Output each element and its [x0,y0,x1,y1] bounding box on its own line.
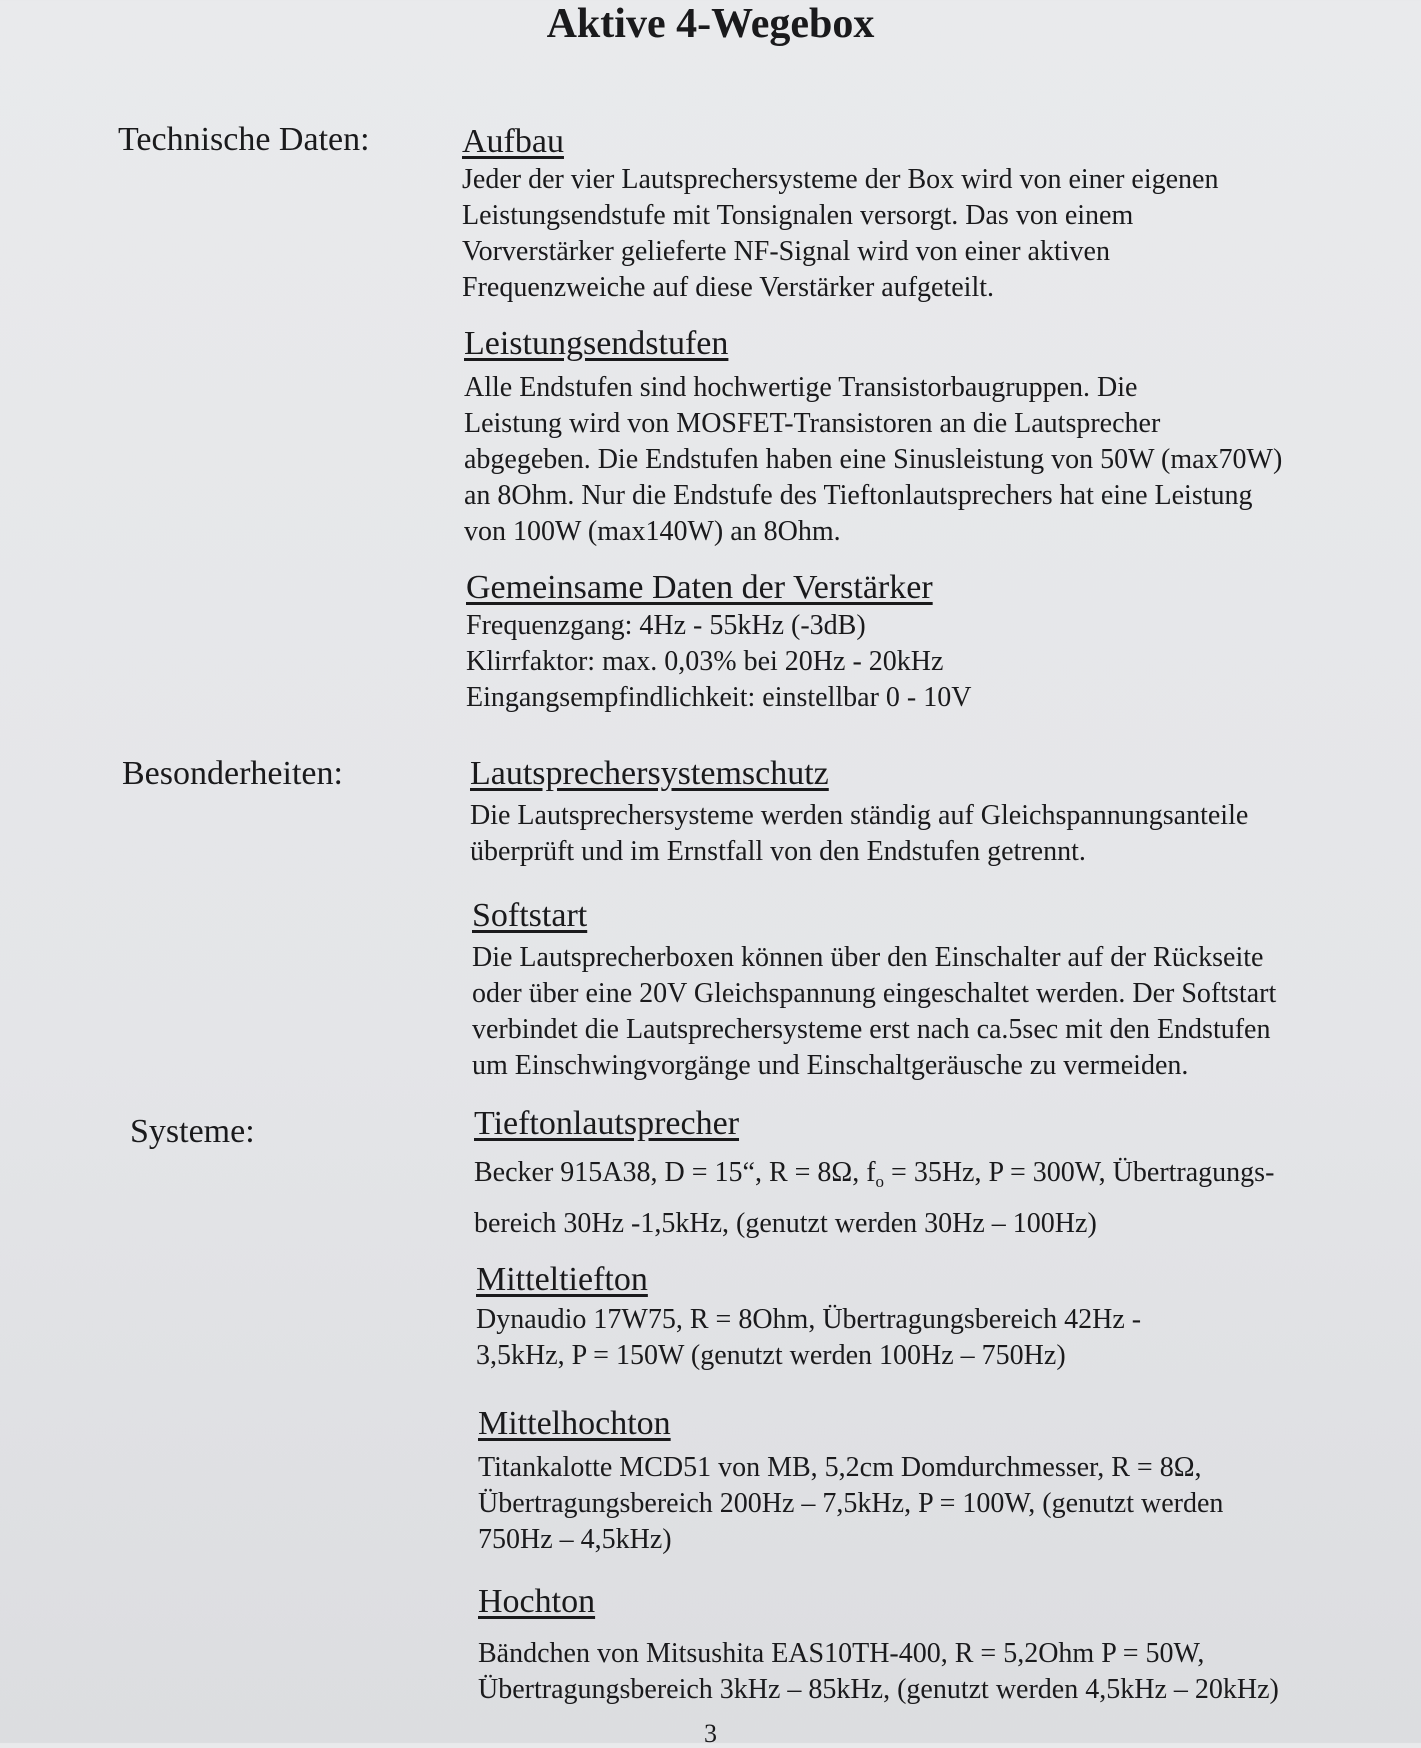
section-heading: Tieftonlautsprecher [474,1105,740,1142]
section-body [466,608,1421,716]
section-heading: Softstart [472,897,588,934]
section-softstart [472,896,1421,1084]
body-line: Übertragungsbereich 200Hz – 7,5kHz, P = 100W, (genutzt werden [478,1488,1224,1519]
section-mitteltiefton [476,1260,1421,1374]
body-line: Die Lautsprecherboxen können über den Einschalter auf der Rückseite [472,942,1264,973]
body-line: um Einschwingvorgänge und Einschaltgeräusche zu vermeiden. [472,1050,1189,1081]
section-aufbau [462,122,1421,306]
label-systeme: Systeme: [130,1113,255,1150]
section-heading: Gemeinsame Daten der Verstärker [466,569,933,606]
body-line: an 8Ohm. Nur die Endstufe des Tieftonlautsprechers hat eine Leistung [464,480,1253,511]
section-body [478,1636,1421,1708]
section-leistungsendstufen [464,324,1421,550]
page-number: 3 [704,1719,717,1748]
section-mittelhochton [478,1404,1421,1558]
section-body [462,162,1421,306]
body-line: Titankalotte MCD51 von MB, 5,2cm Domdurchmesser, R = 8Ω, [478,1452,1202,1483]
section-heading: Mitteltiefton [476,1261,648,1298]
section-body [478,1450,1421,1558]
body-line: Frequenzweiche auf diese Verstärker aufgeteilt. [462,272,995,303]
body-line: Alle Endstufen sind hochwertige Transistorbaugruppen. Die [464,372,1138,403]
body-line: Eingangsempfindlichkeit: einstellbar 0 - 10V [466,682,972,713]
body-line: verbindet die Lautsprechersysteme erst nach ca.5sec mit den Endstufen [472,1014,1271,1045]
body-line: Leistungsendstufe mit Tonsignalen versorgt. Das von einem [462,200,1134,231]
body-line: Dynaudio 17W75, R = 8Ohm, Übertragungsbereich 42Hz - [476,1304,1142,1335]
body-line: 3,5kHz, P = 150W (genutzt werden 100Hz – 750Hz) [476,1340,1066,1371]
body-line: 750Hz – 4,5kHz) [478,1524,672,1555]
body-line: Die Lautsprechersysteme werden ständig auf Gleichspannungsanteile [470,800,1249,831]
body-line: Klirrfaktor: max. 0,03% bei 20Hz - 20kHz [466,646,944,677]
section-body [476,1302,1421,1374]
body-text: = 35Hz, P = 300W, Übertragungs- [884,1157,1275,1188]
body-line: Leistung wird von MOSFET-Transistoren an die Lautsprecher [464,408,1161,439]
body-line: oder über eine 20V Gleichspannung eingeschaltet werden. Der Softstart [472,978,1277,1009]
section-body [474,1152,1421,1245]
section-body [464,370,1421,550]
label-besonderheiten: Besonderheiten: [122,755,343,792]
section-hochton [478,1582,1421,1708]
section-body [470,798,1421,870]
section-heading: Aufbau [462,123,564,160]
section-body [472,940,1421,1084]
subscript: o [875,1172,885,1191]
section-tiefton [474,1104,1421,1245]
body-text: Becker 915A38, D = 15“, R = 8Ω, f [474,1157,876,1188]
section-heading: Hochton [478,1583,596,1620]
page-title: Aktive 4-Wegebox [546,1,875,47]
section-systemschutz [470,754,1421,870]
body-line: von 100W (max140W) an 8Ohm. [464,516,841,547]
section-heading: Leistungsendstufen [464,325,729,362]
body-line: Vorverstärker gelieferte NF-Signal wird von einer aktiven [462,236,1110,267]
body-line: Frequenzgang: 4Hz - 55kHz (-3dB) [466,610,866,641]
body-line: Bändchen von Mitsushita EAS10TH-400, R = 5,2Ohm P = 50W, [478,1638,1205,1669]
body-line: überprüft und im Ernstfall von den Endstufen getrennt. [470,836,1086,867]
section-gemeinsame-daten [466,568,1421,716]
body-line [474,1152,1421,1203]
section-heading: Lautsprechersystemschutz [470,755,829,792]
body-line: bereich 30Hz -1,5kHz, (genutzt werden 30Hz – 100Hz) [474,1208,1097,1239]
body-line: abgegeben. Die Endstufen haben eine Sinusleistung von 50W (max70W) [464,444,1283,475]
section-heading: Mittelhochton [478,1405,671,1442]
label-technische-daten: Technische Daten: [118,121,370,158]
body-line: Jeder der vier Lautsprechersysteme der Box wird von einer eigenen [462,164,1219,195]
body-line: Übertragungsbereich 3kHz – 85kHz, (genutzt werden 4,5kHz – 20kHz) [478,1674,1279,1705]
